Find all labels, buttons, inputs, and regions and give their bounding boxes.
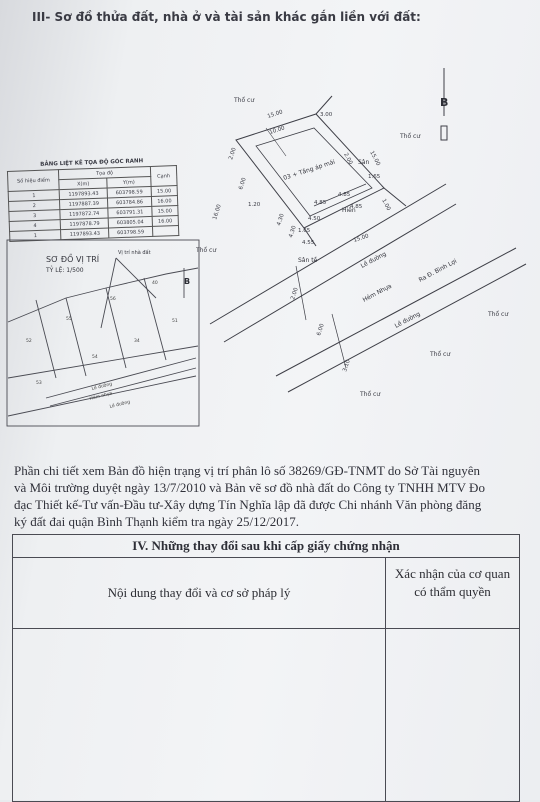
cell-y: 603798.59 — [109, 226, 153, 238]
cell-edge: 16.00 — [152, 216, 179, 227]
header-y: Y(m) — [107, 176, 151, 188]
lot-number: 53 — [36, 381, 42, 386]
header-point: Số hiệu điểm — [7, 170, 59, 192]
dimension-label: 16.00 — [212, 203, 223, 221]
dimension-label: 4.30 — [276, 213, 286, 227]
cell-y: 603805.04 — [108, 216, 152, 228]
dimension-label: 4.55 — [302, 240, 315, 246]
section-3-title: III- Sơ đồ thửa đất, nhà ở và tài sản khác gắn liền với đất: — [32, 10, 421, 24]
column-2-line-1: Xác nhận của cơ quan — [394, 566, 511, 581]
porch-label: Hiên — [342, 207, 356, 214]
location-map-scale: TỶ LỆ: 1/500 — [46, 267, 84, 274]
cell-y: 603791.31 — [108, 206, 152, 218]
dimension-leader — [304, 96, 406, 246]
lot-number: 56 — [110, 297, 116, 302]
lot-number: 54 — [92, 355, 98, 360]
road-label: Lề đường — [359, 250, 388, 270]
detail-paragraph — [14, 462, 520, 530]
dimension-label: 6.00 — [238, 177, 248, 191]
neighbor-label: Thổ cư — [430, 351, 451, 358]
neighbor-label: Thổ cư — [360, 391, 381, 398]
paragraph-line: Phần chi tiết xem Bản đồ hiện trạng vị trí phân lô số 38269/GĐ-TNMT do Sở Tài nguyên — [14, 463, 481, 478]
road-line — [210, 184, 526, 392]
cell-y: 603784.86 — [108, 196, 152, 208]
header-edge: Cạnh — [150, 166, 177, 187]
location-map — [6, 238, 202, 428]
neighbor-label: Thổ cư — [234, 97, 255, 104]
neighbor-label: Thổ cư — [400, 133, 421, 140]
road-label: Lề đường — [109, 400, 131, 410]
section-4-table — [12, 534, 520, 802]
paragraph-line: và Môi trường duyệt ngày 13/7/2010 và Bản vẽ sơ đồ nhà đất do Công ty TNHH MTV Đo — [14, 480, 485, 495]
dimension-label: 2.00 — [342, 152, 354, 166]
yard-label: Sân — [358, 159, 370, 166]
lot-number: 40 — [152, 281, 158, 286]
lot-number: 55 — [66, 317, 72, 322]
road-label: Lề đường — [393, 310, 422, 330]
cell-x: 1197872.74 — [60, 208, 108, 220]
dimension-label: 4.85 — [350, 204, 363, 210]
cell-x: 1197893.43 — [61, 228, 109, 240]
coordinate-table-title: BẢNG LIỆT KÊ TỌA ĐỘ GÓC RANH — [40, 158, 144, 168]
yard-label: Sân tề — [298, 257, 318, 264]
cell-x: 1197893.43 — [59, 188, 107, 200]
location-map-title: SƠ ĐỒ VỊ TRÍ — [46, 255, 100, 264]
dimension-label: 15.00 — [352, 233, 370, 244]
cell-point: 1 — [8, 190, 60, 202]
dimension-label: 4.30 — [288, 225, 298, 239]
dimension-label: 15.00 — [266, 109, 284, 120]
dimension-label: 4.50 — [308, 216, 321, 222]
lot-line — [8, 268, 198, 322]
lot-number: 51 — [172, 319, 178, 324]
dimension-label: 1.65 — [298, 228, 311, 234]
cell-edge: 15.00 — [151, 206, 178, 217]
dimension-leader — [296, 266, 346, 368]
dimension-label: 4.85 — [338, 192, 351, 198]
coordinate-table-grid — [7, 165, 179, 242]
neighbor-label: Thổ cư — [488, 311, 509, 318]
paragraph-line: đạc Thiết kế-Tư vấn-Đầu tư-Xây dựng Tín Nghĩa lập đã được Chi nhánh Văn phòng đăng — [14, 497, 482, 512]
dimension-label: 2.00 — [228, 147, 238, 161]
cell-point: 1 — [10, 230, 62, 242]
dimension-label: 1.20 — [248, 202, 261, 208]
neighbor-label: Thổ cư — [196, 247, 217, 254]
road-label: Hẻm nhựa — [89, 391, 114, 402]
paragraph-line: ký đất đai quận Bình Thạnh kiểm tra ngày 25/12/2017. — [14, 514, 299, 529]
lot-line — [8, 278, 198, 378]
section-4-title: IV. Những thay đổi sau khi cấp giấy chứng nhận — [13, 535, 519, 558]
road-label: Hẻm Nhựa — [361, 282, 393, 304]
column-2-line-2: có thẩm quyền — [414, 584, 491, 599]
cell-point: 2 — [9, 200, 61, 212]
plot-north-label: B — [440, 96, 449, 109]
lot-number: 34 — [134, 339, 140, 344]
lot-number: 52 — [26, 339, 32, 344]
dimension-label: 3.10 — [342, 359, 352, 373]
dimension-label: 1.65 — [368, 174, 381, 180]
header-x: X(m) — [59, 178, 107, 190]
dimension-label: 2.00 — [290, 287, 300, 301]
building-label: 03 + Tầng áp mái — [282, 158, 336, 182]
dimension-label: 10.00 — [268, 125, 286, 136]
road-label: Lề đường — [91, 382, 113, 392]
cell-edge — [152, 226, 179, 237]
cell-edge: 16.00 — [151, 196, 178, 207]
cell-x: 1197878.79 — [60, 218, 108, 230]
cell-edge: 15.00 — [151, 186, 178, 197]
dimension-label: 3.00 — [320, 112, 333, 118]
dimension-label: 1.00 — [380, 198, 392, 212]
column-2-header — [386, 565, 519, 601]
dimension-label: 4.85 — [314, 200, 327, 206]
plot-diagram — [196, 56, 536, 412]
road-label: Ra Đ. Bình Lợi — [417, 257, 459, 284]
cell-y: 603798.59 — [107, 186, 151, 198]
coordinate-table — [7, 157, 180, 242]
cell-point: 4 — [9, 220, 61, 232]
cell-x: 1197887.39 — [60, 198, 108, 210]
cell-point: 3 — [9, 210, 61, 222]
header-coord: Tọa độ — [59, 166, 151, 179]
site-label: Vị trí nhà đất — [118, 250, 151, 256]
dimension-label: 6.00 — [316, 323, 326, 337]
location-north-label: B — [184, 277, 191, 286]
column-1-header: Nội dung thay đổi và cơ sở pháp lý — [107, 585, 291, 600]
north-arrow-marker — [441, 126, 447, 140]
dimension-label: 15.00 — [368, 150, 381, 167]
